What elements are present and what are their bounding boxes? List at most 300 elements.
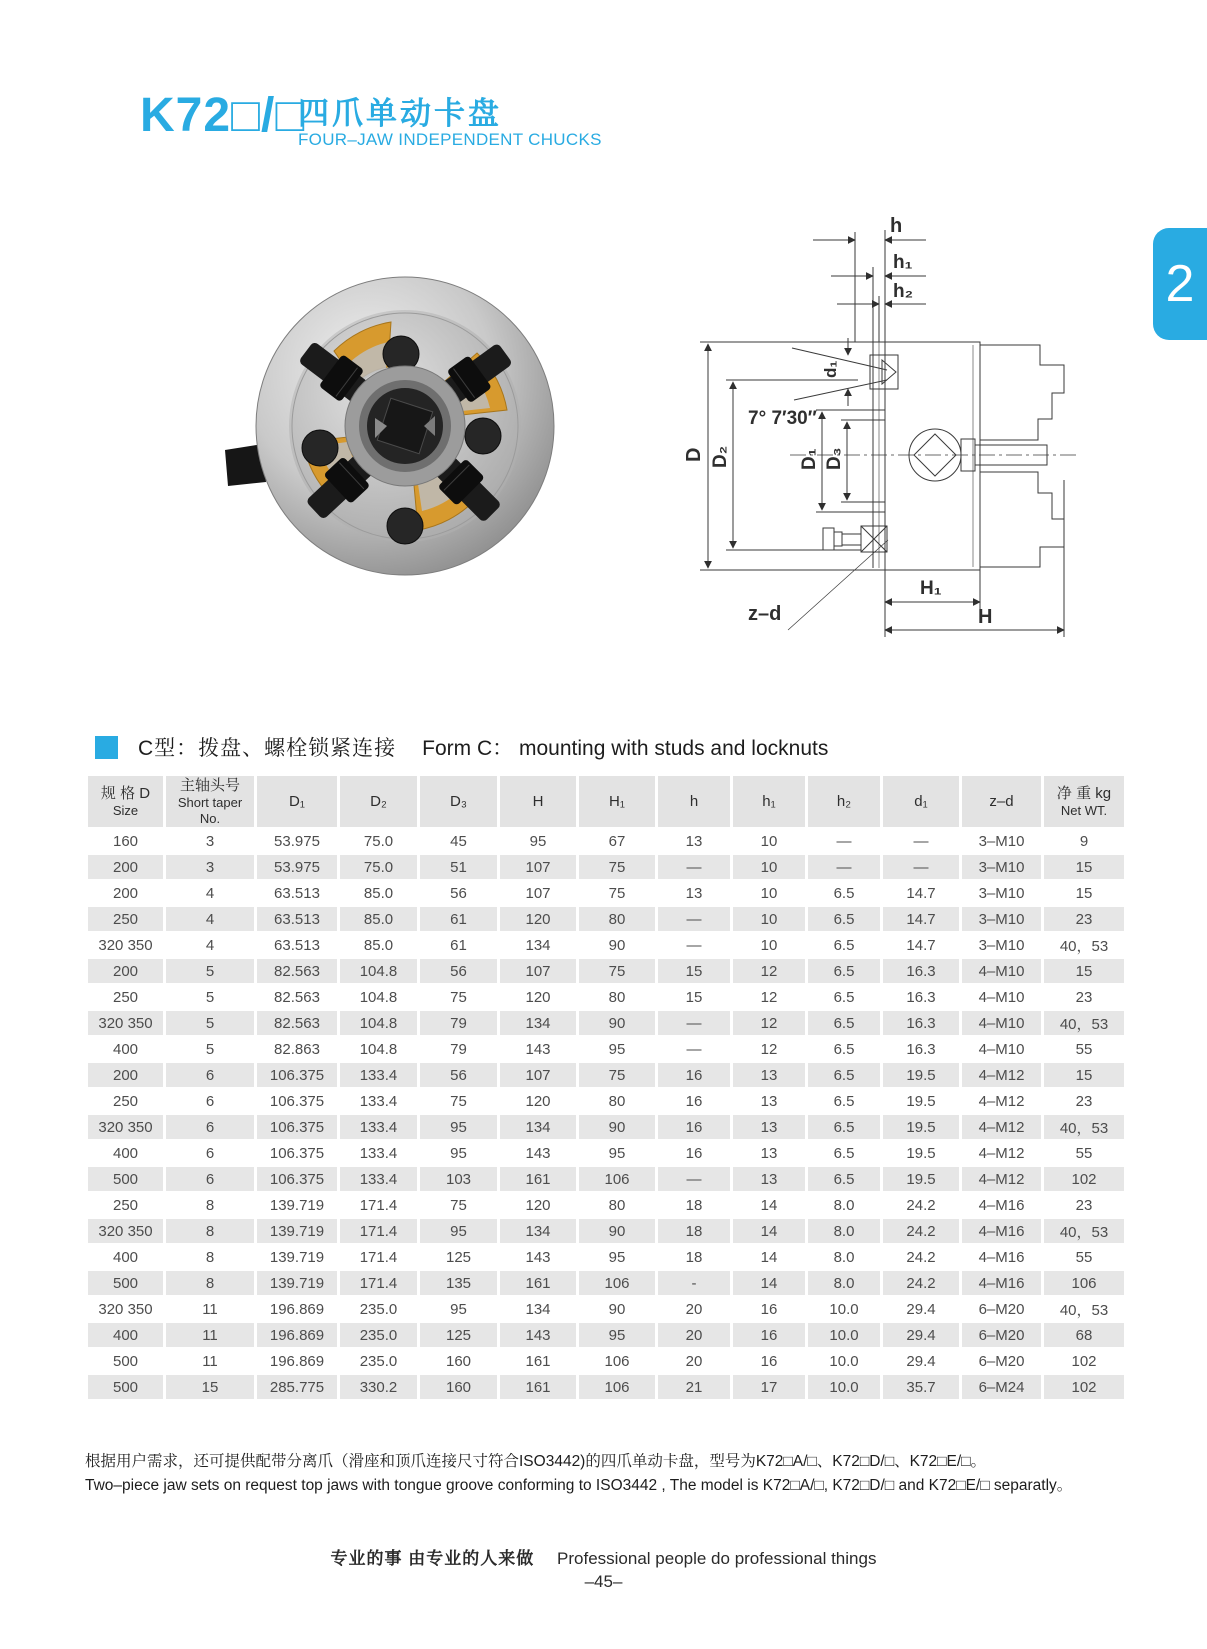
table-cell: 29.4 <box>883 1349 959 1373</box>
table-cell: 90 <box>579 933 655 957</box>
table-cell: 120 <box>500 985 576 1009</box>
table-cell: 104.8 <box>340 1037 417 1061</box>
table-cell: 120 <box>500 1193 576 1217</box>
table-cell: 143 <box>500 1323 576 1347</box>
table-row <box>88 855 1124 879</box>
table-cell: 12 <box>733 959 805 983</box>
table-cell: 104.8 <box>340 959 417 983</box>
dim-label-D2: D₂ <box>710 445 731 468</box>
table-cell: 107 <box>500 881 576 905</box>
column-header: D₃ <box>420 776 497 827</box>
table-row <box>88 985 1124 1009</box>
table-cell: 75 <box>420 1089 497 1113</box>
table-cell: 95 <box>420 1141 497 1165</box>
table-cell: 106.375 <box>257 1063 337 1087</box>
table-cell: 104.8 <box>340 1011 417 1035</box>
table-cell: 53.975 <box>257 829 337 853</box>
table-cell: 106.375 <box>257 1141 337 1165</box>
table-cell: 23 <box>1044 1089 1124 1113</box>
table-cell: 196.869 <box>257 1323 337 1347</box>
column-header: h₁ <box>733 776 805 827</box>
table-cell: 12 <box>733 1011 805 1035</box>
table-cell: 11 <box>166 1349 254 1373</box>
chuck-photo <box>205 268 605 578</box>
technical-drawing <box>630 212 1090 647</box>
table-cell: 4–M12 <box>962 1167 1041 1191</box>
table-cell: 4–M12 <box>962 1063 1041 1087</box>
table-cell: 134 <box>500 1011 576 1035</box>
table-row <box>88 1011 1124 1035</box>
dim-label-d1: d₁ <box>821 360 840 378</box>
table-cell: 14.7 <box>883 907 959 931</box>
table-cell: 82.563 <box>257 985 337 1009</box>
table-cell: 139.719 <box>257 1245 337 1269</box>
table-cell: 320 350 <box>88 1115 163 1139</box>
table-cell: 120 <box>500 1089 576 1113</box>
dim-label-h: h <box>890 215 903 237</box>
table-cell: 13 <box>733 1115 805 1139</box>
column-header: 规 格 D Size <box>88 776 163 827</box>
table-cell: 3 <box>166 855 254 879</box>
column-header: h <box>658 776 730 827</box>
table-cell: 400 <box>88 1037 163 1061</box>
table-cell: 200 <box>88 855 163 879</box>
header-row <box>88 776 1124 827</box>
table-cell: 106 <box>579 1167 655 1191</box>
table-cell: 320 350 <box>88 1219 163 1243</box>
table-cell: 56 <box>420 1063 497 1087</box>
table-cell: 63.513 <box>257 881 337 905</box>
chapter-tab <box>1153 228 1207 340</box>
table-cell: 24.2 <box>883 1245 959 1269</box>
table-cell: 19.5 <box>883 1063 959 1087</box>
table-cell: 500 <box>88 1349 163 1373</box>
table-cell: 75 <box>579 1063 655 1087</box>
table-cell: 106.375 <box>257 1115 337 1139</box>
section-marker-icon <box>95 736 118 759</box>
table-cell: 11 <box>166 1323 254 1347</box>
table-row <box>88 1167 1124 1191</box>
table-cell: 143 <box>500 1141 576 1165</box>
table-cell: 6.5 <box>808 1011 880 1035</box>
upper-jaw <box>980 345 1064 440</box>
table-cell: 55 <box>1044 1245 1124 1269</box>
table-cell: 3–M10 <box>962 907 1041 931</box>
table-cell: 90 <box>579 1219 655 1243</box>
table-cell: 250 <box>88 907 163 931</box>
table-cell: 171.4 <box>340 1271 417 1295</box>
table-cell: 320 350 <box>88 1297 163 1321</box>
table-cell: 125 <box>420 1323 497 1347</box>
table-cell: 51 <box>420 855 497 879</box>
table-cell: 11 <box>166 1297 254 1321</box>
table-cell: 80 <box>579 1193 655 1217</box>
table-cell: — <box>658 907 730 931</box>
footer-tagline-cn: 专业的事 由专业的人来做 <box>330 1549 535 1568</box>
table-cell: 3–M10 <box>962 829 1041 853</box>
table-cell: 104.8 <box>340 985 417 1009</box>
table-cell: 23 <box>1044 1193 1124 1217</box>
table-cell: 95 <box>420 1115 497 1139</box>
table-cell: 15 <box>1044 881 1124 905</box>
column-header: D₁ <box>257 776 337 827</box>
table-cell: 250 <box>88 985 163 1009</box>
table-cell: 6.5 <box>808 1037 880 1061</box>
table-cell: 90 <box>579 1115 655 1139</box>
table-cell: 10 <box>733 855 805 879</box>
table-cell: 82.563 <box>257 1011 337 1035</box>
table-cell: 40，53 <box>1044 1115 1124 1139</box>
table-cell: 90 <box>579 1297 655 1321</box>
table-cell: 80 <box>579 907 655 931</box>
table-cell: 4 <box>166 881 254 905</box>
table-cell: 161 <box>500 1375 576 1399</box>
table-cell: 4–M10 <box>962 1011 1041 1035</box>
dim-label-H1: H₁ <box>920 578 942 599</box>
table-cell: 16 <box>658 1141 730 1165</box>
table-cell: 19.5 <box>883 1167 959 1191</box>
table-cell: 171.4 <box>340 1245 417 1269</box>
spec-table-body <box>88 829 1124 1399</box>
table-cell: 235.0 <box>340 1297 417 1321</box>
table-cell: 95 <box>579 1323 655 1347</box>
table-cell: 5 <box>166 1011 254 1035</box>
table-cell: 10.0 <box>808 1297 880 1321</box>
table-cell: 35.7 <box>883 1375 959 1399</box>
table-cell: 6.5 <box>808 907 880 931</box>
column-header: H₁ <box>579 776 655 827</box>
table-cell: 68 <box>1044 1323 1124 1347</box>
table-row <box>88 1115 1124 1139</box>
table-cell: 40，53 <box>1044 933 1124 957</box>
table-cell: 56 <box>420 881 497 905</box>
table-row <box>88 933 1124 957</box>
table-cell: 134 <box>500 1297 576 1321</box>
table-cell: 133.4 <box>340 1167 417 1191</box>
table-cell: 4 <box>166 933 254 957</box>
column-header: D₂ <box>340 776 417 827</box>
column-header: d₁ <box>883 776 959 827</box>
table-cell: 330.2 <box>340 1375 417 1399</box>
table-cell: 16.3 <box>883 985 959 1009</box>
dim-label-D: D <box>683 447 705 462</box>
table-cell: 95 <box>500 829 576 853</box>
table-cell: 14 <box>733 1219 805 1243</box>
table-cell: 10 <box>733 907 805 931</box>
table-cell: 400 <box>88 1323 163 1347</box>
table-cell: 15 <box>1044 1063 1124 1087</box>
table-row <box>88 1063 1124 1087</box>
table-cell: 134 <box>500 1115 576 1139</box>
table-cell: 16.3 <box>883 1037 959 1061</box>
table-cell: 85.0 <box>340 907 417 931</box>
table-cell: 5 <box>166 985 254 1009</box>
table-cell: 4–M16 <box>962 1271 1041 1295</box>
table-cell: 40，53 <box>1044 1297 1124 1321</box>
table-cell: 120 <box>500 907 576 931</box>
table-cell: 13 <box>733 1167 805 1191</box>
table-cell: 82.563 <box>257 959 337 983</box>
table-cell: 16 <box>658 1063 730 1087</box>
table-cell: 3–M10 <box>962 855 1041 879</box>
table-row <box>88 1141 1124 1165</box>
table-cell: 6 <box>166 1115 254 1139</box>
table-cell: 133.4 <box>340 1141 417 1165</box>
table-row <box>88 1219 1124 1243</box>
table-row <box>88 1271 1124 1295</box>
table-cell: 13 <box>733 1063 805 1087</box>
table-cell: 6 <box>166 1141 254 1165</box>
table-cell: — <box>808 829 880 853</box>
table-cell: 6–M20 <box>962 1349 1041 1373</box>
table-cell: 75 <box>579 855 655 879</box>
table-cell: 80 <box>579 1089 655 1113</box>
table-cell: 196.869 <box>257 1297 337 1321</box>
table-cell: 6.5 <box>808 1115 880 1139</box>
table-cell: 4 <box>166 907 254 931</box>
page-number: –45– <box>584 1572 623 1591</box>
table-cell: 56 <box>420 959 497 983</box>
table-cell: 8.0 <box>808 1219 880 1243</box>
table-cell: 20 <box>658 1323 730 1347</box>
table-cell: 200 <box>88 1063 163 1087</box>
table-cell: 45 <box>420 829 497 853</box>
table-cell: 3–M10 <box>962 881 1041 905</box>
table-cell: 235.0 <box>340 1349 417 1373</box>
footer-tagline <box>0 1544 1207 1569</box>
table-cell: 14.7 <box>883 933 959 957</box>
dim-label-D3: D₃ <box>824 447 845 470</box>
table-row <box>88 1245 1124 1269</box>
table-cell: 4–M10 <box>962 959 1041 983</box>
table-cell: 20 <box>658 1349 730 1373</box>
table-cell: 75 <box>579 881 655 905</box>
table-cell: 6.5 <box>808 985 880 1009</box>
table-cell: 125 <box>420 1245 497 1269</box>
table-cell: 106.375 <box>257 1167 337 1191</box>
lower-jaw <box>980 472 1064 567</box>
table-cell: 106 <box>579 1271 655 1295</box>
section-heading-cn: C型：拨盘、螺栓锁紧连接 <box>138 737 397 760</box>
page-title-cn: 四爪单动卡盘 <box>298 96 502 131</box>
table-cell: 10 <box>733 933 805 957</box>
table-cell: 8 <box>166 1219 254 1243</box>
dim-label-zd: z–d <box>748 603 782 625</box>
table-cell: 55 <box>1044 1037 1124 1061</box>
table-cell: 107 <box>500 1063 576 1087</box>
page-title-en: FOUR–JAW INDEPENDENT CHUCKS <box>298 130 602 149</box>
column-header: h₂ <box>808 776 880 827</box>
table-cell: 14 <box>733 1193 805 1217</box>
table-cell: 8 <box>166 1193 254 1217</box>
table-cell: 53.975 <box>257 855 337 879</box>
table-cell: 20 <box>658 1297 730 1321</box>
table-cell: 102 <box>1044 1167 1124 1191</box>
table-cell: — <box>883 855 959 879</box>
table-cell: 102 <box>1044 1349 1124 1373</box>
table-cell: 320 350 <box>88 1011 163 1035</box>
table-cell: 10.0 <box>808 1375 880 1399</box>
footer-tagline-en: Professional people do professional things <box>557 1549 877 1568</box>
table-cell: 6.5 <box>808 1063 880 1087</box>
table-cell: 95 <box>420 1297 497 1321</box>
table-cell: 4–M16 <box>962 1245 1041 1269</box>
table-cell: 61 <box>420 907 497 931</box>
table-cell: 4–M12 <box>962 1141 1041 1165</box>
table-row <box>88 881 1124 905</box>
table-row <box>88 1193 1124 1217</box>
table-cell: — <box>883 829 959 853</box>
table-cell: 139.719 <box>257 1193 337 1217</box>
table-cell: 75.0 <box>340 829 417 853</box>
table-cell: 29.4 <box>883 1297 959 1321</box>
dim-label-H: H <box>978 606 993 628</box>
table-cell: 63.513 <box>257 933 337 957</box>
table-cell: 19.5 <box>883 1089 959 1113</box>
table-cell: 15 <box>658 985 730 1009</box>
table-cell: 40，53 <box>1044 1011 1124 1035</box>
column-header: H <box>500 776 576 827</box>
table-cell: 143 <box>500 1037 576 1061</box>
table-cell: 135 <box>420 1271 497 1295</box>
table-cell: 6 <box>166 1167 254 1191</box>
table-cell: 79 <box>420 1037 497 1061</box>
table-cell: 4–M16 <box>962 1219 1041 1243</box>
table-cell: 16 <box>733 1297 805 1321</box>
table-cell: 6–M20 <box>962 1297 1041 1321</box>
table-cell: 63.513 <box>257 907 337 931</box>
table-row <box>88 907 1124 931</box>
table-cell: 133.4 <box>340 1089 417 1113</box>
table-cell: 400 <box>88 1141 163 1165</box>
table-cell: 235.0 <box>340 1323 417 1347</box>
footnotes <box>85 1450 1145 1498</box>
table-cell: 160 <box>420 1375 497 1399</box>
spec-table-wrap <box>85 774 1127 1401</box>
table-cell: 18 <box>658 1245 730 1269</box>
table-row <box>88 1089 1124 1113</box>
table-cell: 106 <box>579 1349 655 1373</box>
table-cell: 19.5 <box>883 1115 959 1139</box>
table-cell: 171.4 <box>340 1193 417 1217</box>
table-cell: — <box>658 855 730 879</box>
table-cell: 106 <box>1044 1271 1124 1295</box>
column-header: 净 重 kg Net WT. <box>1044 776 1124 827</box>
table-cell: — <box>808 855 880 879</box>
section-heading-en: Form C： mounting with studs and locknuts <box>422 737 829 760</box>
table-cell: 75 <box>420 985 497 1009</box>
table-cell: 19.5 <box>883 1141 959 1165</box>
table-cell: 16 <box>658 1115 730 1139</box>
table-cell: 400 <box>88 1245 163 1269</box>
table-cell: 103 <box>420 1167 497 1191</box>
table-cell: 320 350 <box>88 933 163 957</box>
table-cell: 8.0 <box>808 1245 880 1269</box>
table-cell: 107 <box>500 855 576 879</box>
table-cell: 161 <box>500 1271 576 1295</box>
table-cell: 24.2 <box>883 1193 959 1217</box>
table-cell: 14.7 <box>883 881 959 905</box>
table-cell: 250 <box>88 1089 163 1113</box>
footnote-cn: 根据用户需求，还可提供配带分离爪（滑座和顶爪连接尺寸符合ISO3442)的四爪单动卡盘，型号为K72□A/□、K72□D/□、K72□E/□。 <box>85 1453 987 1470</box>
table-cell: 196.869 <box>257 1349 337 1373</box>
table-cell: 23 <box>1044 907 1124 931</box>
table-cell: 16.3 <box>883 1011 959 1035</box>
table-cell: 8 <box>166 1271 254 1295</box>
table-row <box>88 1349 1124 1373</box>
table-cell: 6.5 <box>808 959 880 983</box>
section-heading <box>95 732 828 762</box>
table-cell: 200 <box>88 959 163 983</box>
table-cell: 15 <box>658 959 730 983</box>
table-cell: 9 <box>1044 829 1124 853</box>
table-cell: 23 <box>1044 985 1124 1009</box>
table-cell: 5 <box>166 959 254 983</box>
table-cell: 15 <box>1044 959 1124 983</box>
table-cell: 90 <box>579 1011 655 1035</box>
table-cell: 12 <box>733 1037 805 1061</box>
table-cell: 6–M24 <box>962 1375 1041 1399</box>
table-cell: 14 <box>733 1271 805 1295</box>
table-cell: 4–M12 <box>962 1089 1041 1113</box>
table-cell: 6.5 <box>808 1089 880 1113</box>
table-row <box>88 959 1124 983</box>
table-cell: 107 <box>500 959 576 983</box>
table-cell: 3 <box>166 829 254 853</box>
table-cell: 6 <box>166 1089 254 1113</box>
footnote-en: Two–piece jaw sets on request top jaws with tongue groove conforming to ISO3442 , The model is K72□A/□, K72□D/□ and K72□E/□ separatly。 <box>85 1477 1073 1494</box>
table-cell: 160 <box>420 1349 497 1373</box>
table-cell: 21 <box>658 1375 730 1399</box>
table-cell: 8.0 <box>808 1271 880 1295</box>
table-cell: 12 <box>733 985 805 1009</box>
table-cell: 95 <box>420 1219 497 1243</box>
table-cell: 500 <box>88 1271 163 1295</box>
table-cell: 500 <box>88 1167 163 1191</box>
table-row <box>88 1297 1124 1321</box>
table-cell: 5 <box>166 1037 254 1061</box>
table-cell: 17 <box>733 1375 805 1399</box>
table-cell: 95 <box>579 1037 655 1061</box>
table-cell: 500 <box>88 1375 163 1399</box>
table-cell: 4–M16 <box>962 1193 1041 1217</box>
table-cell: 61 <box>420 933 497 957</box>
table-cell: 4–M10 <box>962 1037 1041 1061</box>
table-cell: 4–M10 <box>962 985 1041 1009</box>
table-cell: 79 <box>420 1011 497 1035</box>
table-cell: 80 <box>579 985 655 1009</box>
dim-label-angle: 7° 7′30″ <box>748 408 817 429</box>
table-cell: 10.0 <box>808 1323 880 1347</box>
table-cell: 15 <box>1044 855 1124 879</box>
table-cell: 6.5 <box>808 1141 880 1165</box>
table-cell: 8 <box>166 1245 254 1269</box>
table-cell: 6–M20 <box>962 1323 1041 1347</box>
table-row <box>88 1323 1124 1347</box>
table-cell: 82.863 <box>257 1037 337 1061</box>
column-header: 主轴头号 Short taper No. <box>166 776 254 827</box>
table-cell: 8.0 <box>808 1193 880 1217</box>
table-cell: 6.5 <box>808 881 880 905</box>
table-cell: 75.0 <box>340 855 417 879</box>
table-cell: 4–M12 <box>962 1115 1041 1139</box>
table-cell: 161 <box>500 1167 576 1191</box>
table-cell: 10 <box>733 881 805 905</box>
table-cell: 6 <box>166 1063 254 1087</box>
table-cell: 160 <box>88 829 163 853</box>
table-cell: — <box>658 1011 730 1035</box>
table-cell: 67 <box>579 829 655 853</box>
